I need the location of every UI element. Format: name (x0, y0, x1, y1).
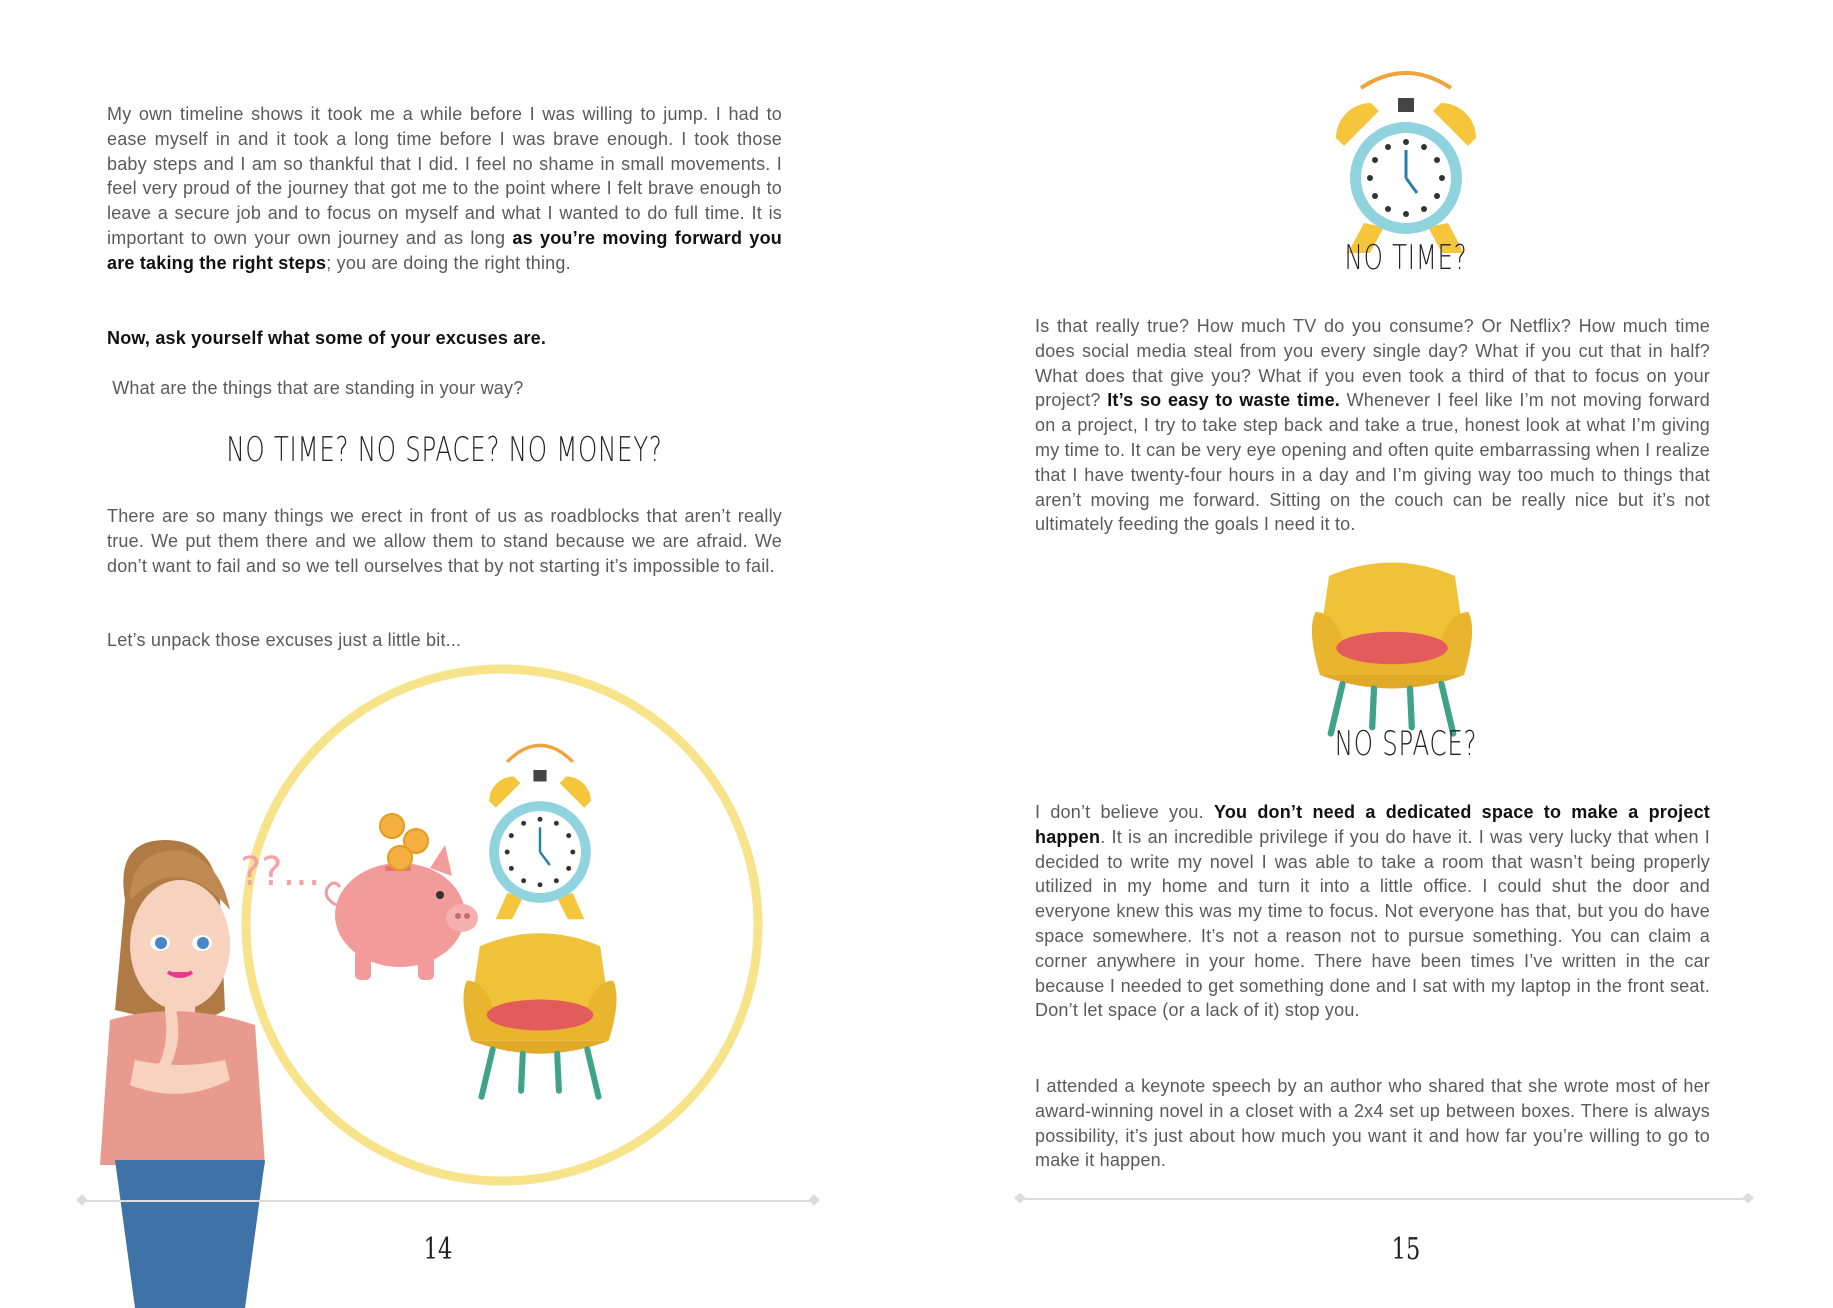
armchair-icon (463, 933, 616, 1096)
right-paragraph-3: I attended a keynote speech by an author who shared that she wrote most of her award-winning novel in a closet with a 2x4 set up between boxes. There is always possibility, it’s just about how much you want it and how far you’re willing to go to make it happen. (1035, 1076, 1710, 1171)
no-space-heading: NO SPACE? (1334, 724, 1478, 764)
right-page-number: 15 (1391, 1232, 1421, 1267)
yellow-circle (246, 669, 758, 1181)
right-paragraph-2: I don’t believe you. You don’t need a dedicated space to make a project happen. It is an incredible privilege if you do have it. I was very lucky that when I decided to write my novel I was able to take a room that wasn’t being properly utilized in my home and turn it into a little office. I could shut the door and everyone knew this was my time to focus. Not everyone has that, but you do have space somewhere. It’s not a reason not to pursue something. You can claim a corner anywhere in your home. There have been times I’ve written in the car because I needed to get something done and I sat with my laptop in the front seat. Don’t let space (or a lack of it) stop you. (1035, 802, 1710, 1021)
piggy-bank-icon (326, 814, 478, 980)
no-time-heading: NO TIME? (1344, 238, 1468, 278)
left-page (0, 0, 916, 1308)
right-paragraph-1: Is that really true? How much TV do you consume? Or Netflix? How much time does social media steal from you every single day? What if you cut that in half? What does that give you? What if you even took a third of that to focus on your project? It’s so easy to waste time. Whenever I feel like I’m not moving forward on a project, I try to take step back and take a true, honest look at what I’m giving my time to. It can be very eye opening and often quite embarrassing when I realize that I have twenty-four hours in a day and I’m giving way too much to things that aren’t moving me forward. Sitting on the couch can be really nice but it’s not ultimately feeding the goals I need it to. (1035, 316, 1710, 535)
left-paragraph-5: Let’s unpack those excuses just a little bit... (107, 630, 462, 650)
thinking-woman-illustration (100, 840, 265, 1308)
thought-marks: ??... (240, 849, 321, 895)
left-footer-rule (82, 1200, 814, 1202)
right-footer-rule (1020, 1198, 1748, 1200)
left-paragraph-1: My own timeline shows it took me a while before I was willing to jump. I had to ease myself in and it took a long time before I was brave enough. I took those baby steps and I am so thankful that I did. I feel no shame in small movements. I feel very proud of the journey that got me to the point where I felt brave enough to leave a secure job and to focus on myself and what I wanted to do full time. It is important to own your own journey and as long as you’re moving forward you are taking the right steps; you are doing the right thing. (107, 104, 783, 273)
alarm-clock-large-icon (1306, 78, 1506, 248)
left-paragraph-4: There are so many things we erect in front of us as roadblocks that aren’t really true. We put them there and we allow them to stand because we are afraid. We don’t want to fail and so we tell ourselves that by not starting it’s impossible to fail. (107, 506, 782, 576)
excuses-illustration (0, 0, 916, 1308)
right-page (916, 0, 1833, 1308)
alarm-clock-icon (489, 745, 591, 919)
left-paragraph-3: What are the things that are standing in your way? (107, 378, 524, 398)
left-section-heading: NO TIME? NO SPACE? NO MONEY? (226, 430, 663, 470)
left-paragraph-2: Now, ask yourself what some of your excuses are. (107, 328, 547, 348)
left-page-number: 14 (423, 1232, 453, 1267)
armchair-large-icon (1292, 570, 1492, 730)
